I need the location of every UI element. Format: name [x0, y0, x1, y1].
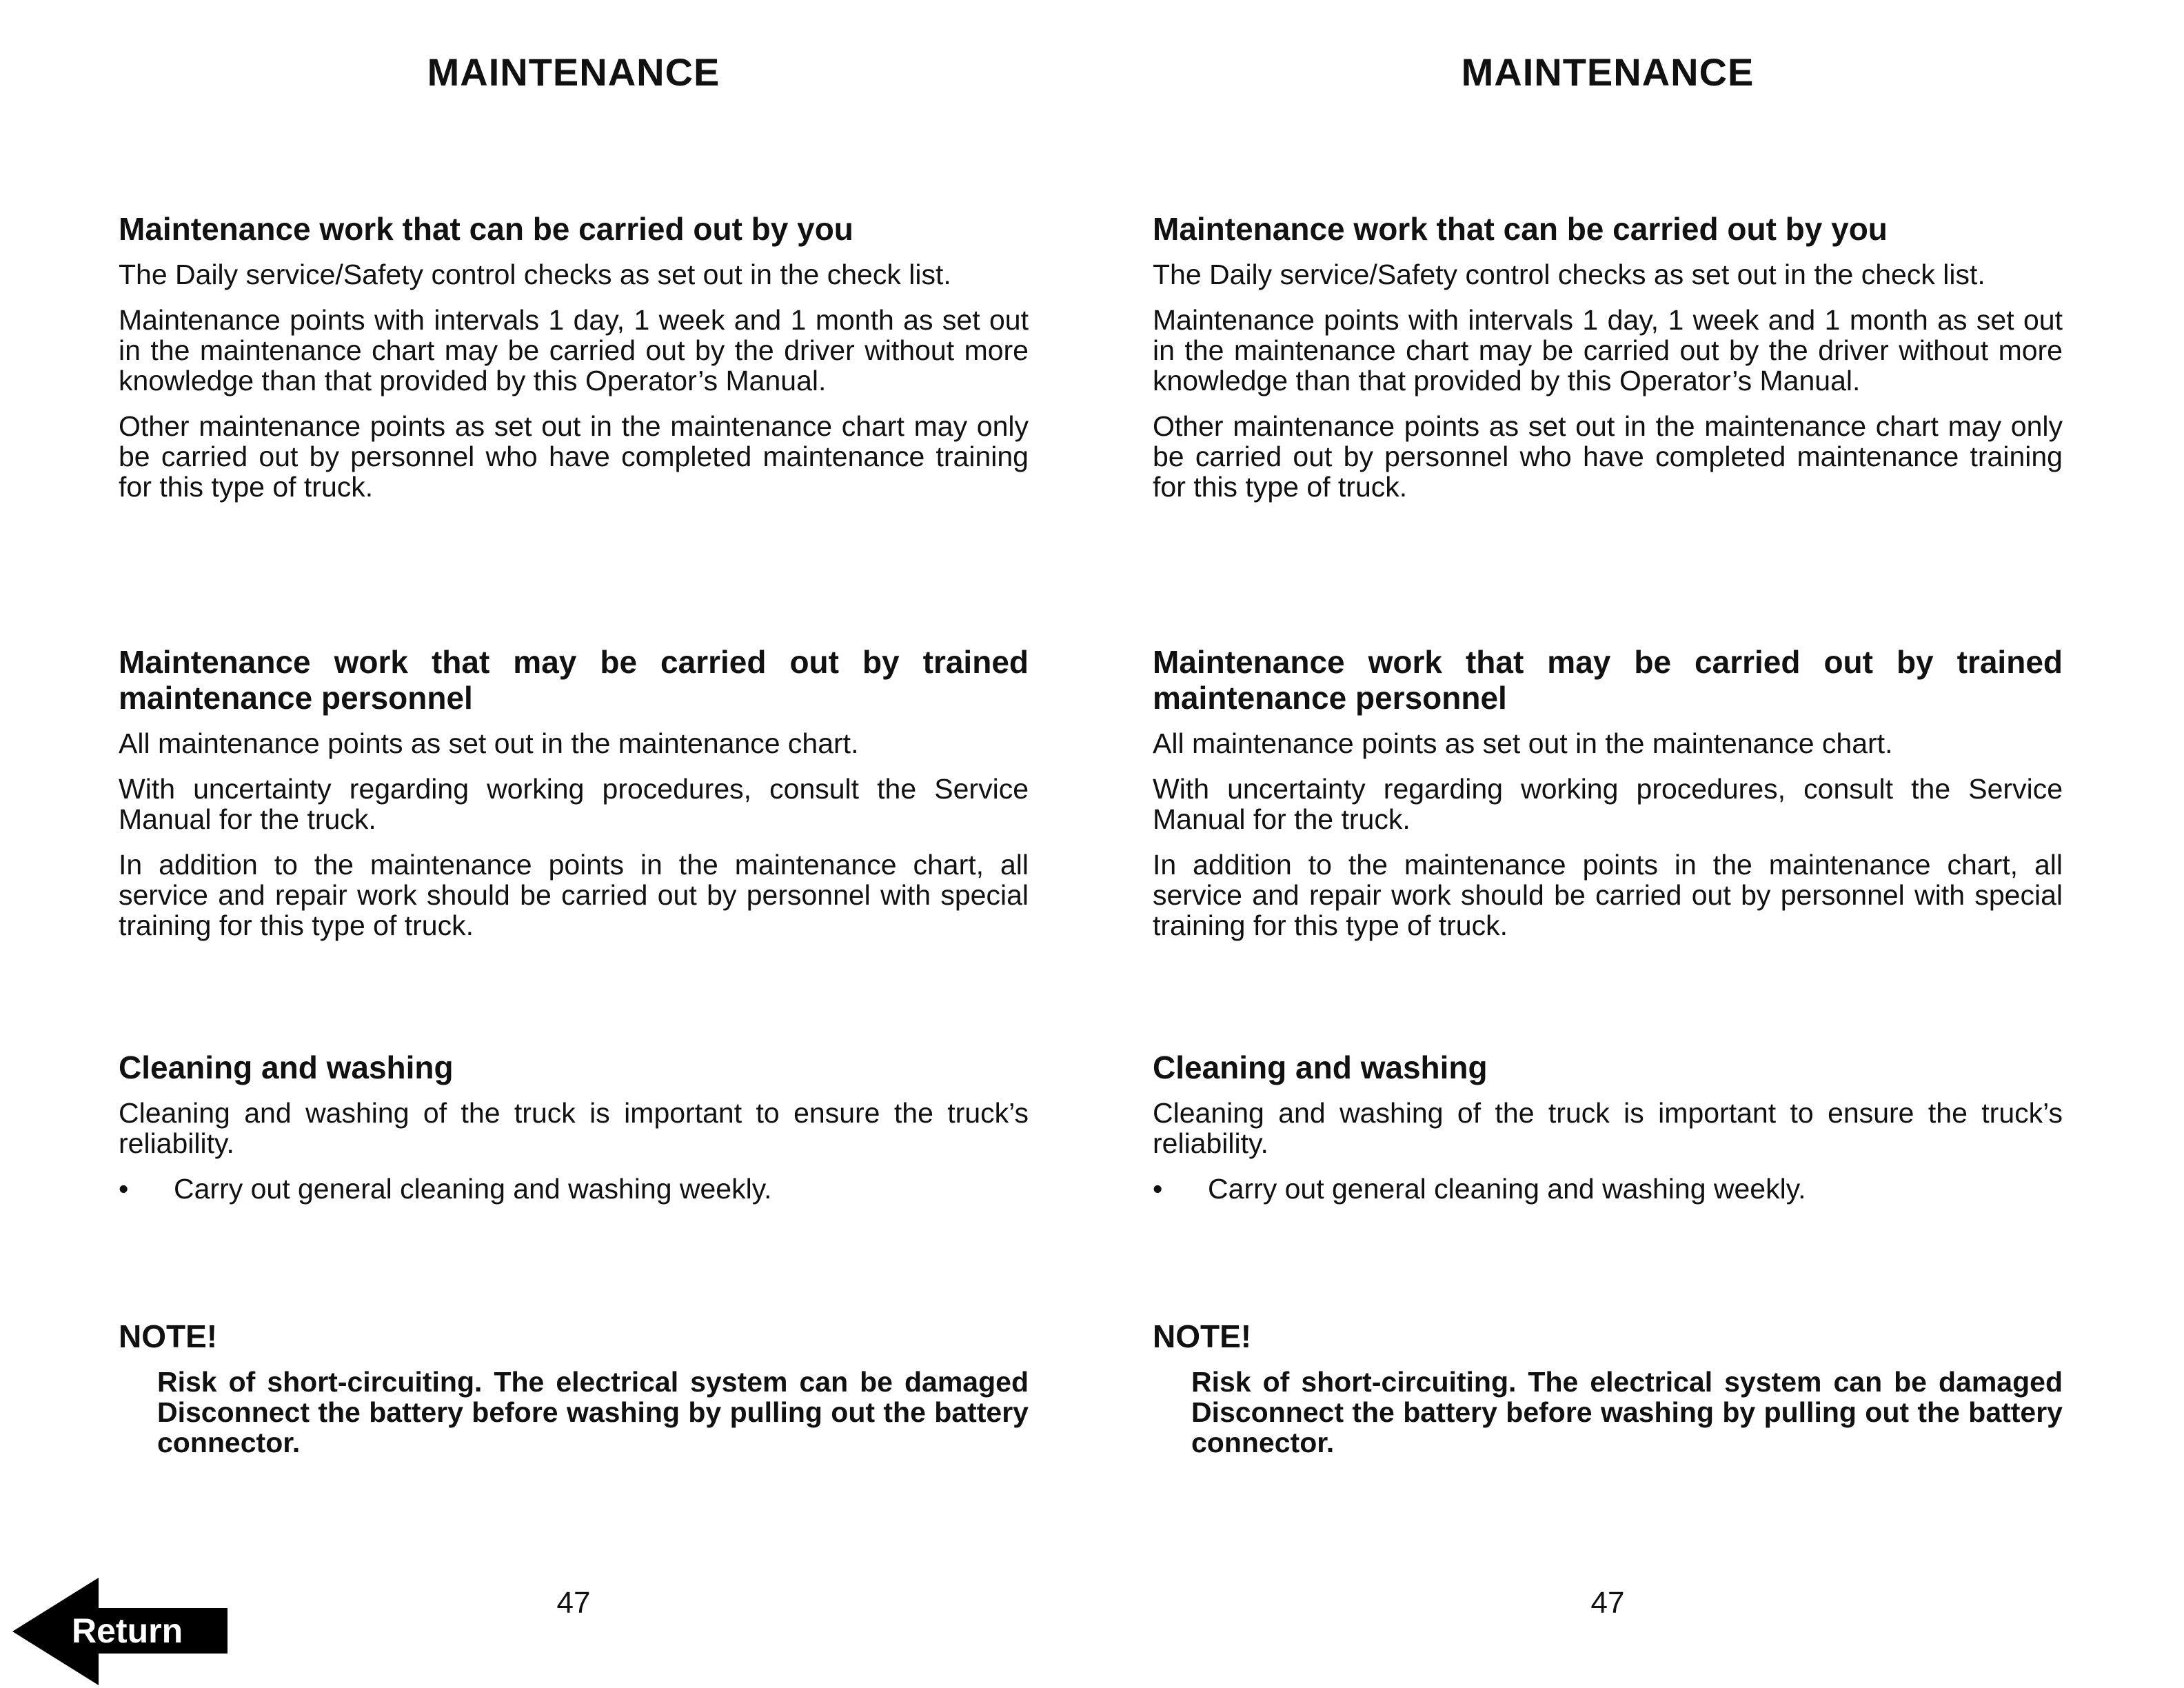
bullet-item [1153, 1174, 2063, 1204]
bullet-item [119, 1174, 1029, 1204]
bullet-text: Carry out general cleaning and washing weekly. [174, 1173, 772, 1205]
note-box [119, 1318, 1029, 1458]
page-title: MAINTENANCE [1461, 50, 1755, 94]
section-heading: Maintenance work that can be carried out by you [119, 211, 853, 247]
return-label: Return [72, 1611, 183, 1650]
paragraph: Other maintenance points as set out in the maintenance chart may only be carried out by personnel who have completed maintenance training for this type of truck. [1153, 410, 2063, 503]
bullet-marker: • [119, 1173, 129, 1205]
paragraph: With uncertainty regarding working procedures, consult the Service Manual for the truck. [1153, 773, 2063, 835]
paragraph: All maintenance points as set out in the maintenance chart. [1153, 727, 1893, 759]
section-cleaning-and-washing [1153, 1049, 2063, 1204]
note-text: Risk of short-circuiting. The electrical system can be damaged Disconnect the battery before washing by pulling out the battery connector. [157, 1366, 1029, 1458]
section-work-by-you [1153, 211, 2063, 517]
paragraph: In addition to the maintenance points in the maintenance chart, all service and repair work should be carried out by personnel with special training for this type of truck. [1153, 849, 2063, 941]
paragraph: With uncertainty regarding working procedures, consult the Service Manual for the truck. [119, 773, 1029, 835]
note-heading: NOTE! [119, 1318, 218, 1354]
section-heading: Maintenance work that can be carried out by you [1153, 211, 1888, 247]
paragraph: Other maintenance points as set out in the maintenance chart may only be carried out by personnel who have completed maintenance training for this type of truck. [119, 410, 1029, 503]
paragraph: Cleaning and washing of the truck is important to ensure the truck’s reliability. [1153, 1097, 2063, 1159]
paragraph: In addition to the maintenance points in the maintenance chart, all service and repair work should be carried out by personnel with special training for this type of truck. [119, 849, 1029, 941]
return-button[interactable] [12, 1578, 228, 1685]
paragraph: Maintenance points with intervals 1 day, 1 week and 1 month as set out in the maintenance chart may be carried out by the driver without more knowledge than that provided by this Operator’s Manual. [119, 304, 1029, 396]
section-work-by-trained-personnel [1153, 644, 2063, 956]
bullet-marker: • [1153, 1173, 1163, 1205]
note-text: Risk of short-circuiting. The electrical system can be damaged Disconnect the battery before washing by pulling out the battery connector. [1191, 1366, 2063, 1458]
section-heading: Maintenance work that may be carried out by trained maintenance personnel [119, 644, 1029, 716]
section-work-by-you [119, 211, 1029, 517]
paragraph: The Daily service/Safety control checks as set out in the check list. [1153, 259, 1985, 290]
page-number: 47 [556, 1586, 591, 1620]
paragraph: Cleaning and washing of the truck is important to ensure the truck’s reliability. [119, 1097, 1029, 1159]
section-heading: Cleaning and washing [1153, 1049, 1488, 1085]
note-heading: NOTE! [1153, 1318, 1252, 1354]
left-page [119, 0, 1029, 1688]
note-box [1153, 1318, 2063, 1458]
paragraph: The Daily service/Safety control checks as set out in the check list. [119, 259, 951, 290]
paragraph: All maintenance points as set out in the maintenance chart. [119, 727, 859, 759]
paragraph: Maintenance points with intervals 1 day, 1 week and 1 month as set out in the maintenance chart may be carried out by the driver without more knowledge than that provided by this Operator’s Manual. [1153, 304, 2063, 396]
section-work-by-trained-personnel [119, 644, 1029, 956]
section-cleaning-and-washing [119, 1049, 1029, 1204]
section-heading: Cleaning and washing [119, 1049, 454, 1085]
page-number: 47 [1590, 1586, 1625, 1620]
right-page [1153, 0, 2063, 1688]
bullet-text: Carry out general cleaning and washing weekly. [1208, 1173, 1806, 1205]
section-heading: Maintenance work that may be carried out by trained maintenance personnel [1153, 644, 2063, 716]
page-title: MAINTENANCE [427, 50, 720, 94]
